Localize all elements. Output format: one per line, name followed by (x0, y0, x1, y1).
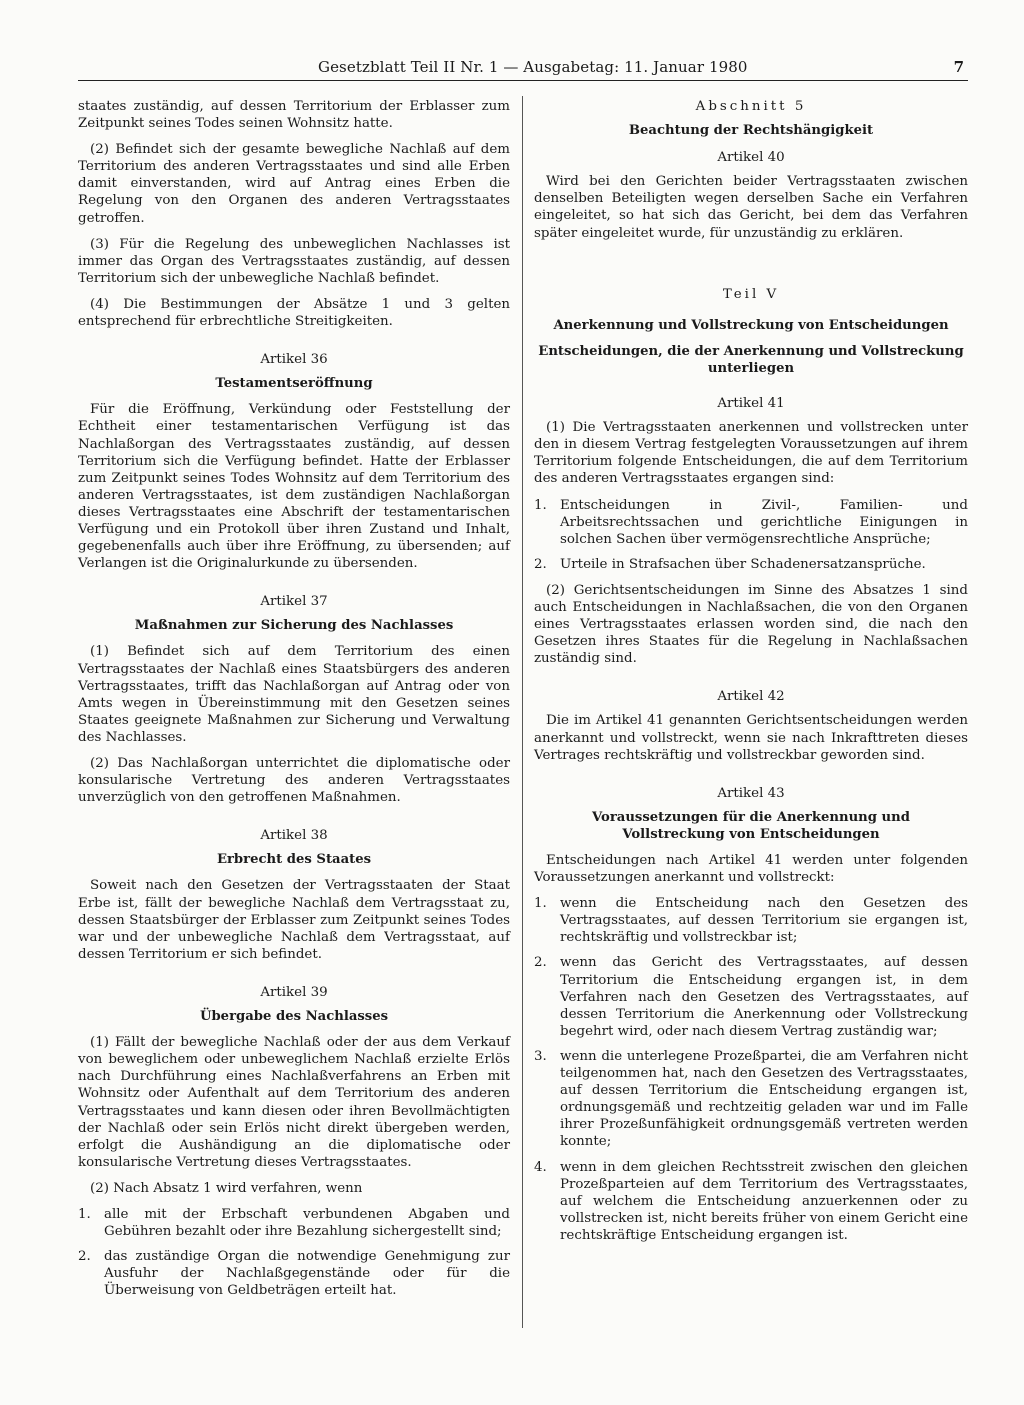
article-title: Testamentseröffnung (215, 376, 373, 392)
list-item (534, 1048, 968, 1151)
article-title: Erbrecht des Staates (216, 852, 372, 868)
article-title: Maßnahmen zur Sicherung des Nachlasses (134, 618, 454, 634)
paragraph: staates zuständig, auf dessen Territorium der Erblasser zum Zeitpunkt seines Todes seinen Wohnsitz hatte. (78, 99, 510, 132)
paragraph: Soweit nach den Gesetzen der Vertragsstaaten der Staat Erbe ist, fällt der bewegliche Nachlaß dem Vertragsstaat zu, dessen Staatsbürger der Erblasser zum Zeitpunkt seines Todes war und der unbewegliche Nachlaß dem Vertragsstaat, auf dessen Territorium er sich befindet. (78, 878, 510, 962)
article-heading: Artikel 36 (260, 352, 328, 368)
paragraph: (2) Gerichtsentscheidungen im Sinne des Absatzes 1 sind auch Entscheidungen in Nachlaßsachen, die von den Organen eines Vertragsstaates erlassen worden sind, die nach den Gesetzen ihres Staates für die Regelung in Nachlaßsachen zuständig sind. (534, 582, 968, 667)
numbered-list (78, 1206, 510, 1299)
list-item (78, 1248, 510, 1299)
paragraph: (2) Das Nachlaßorgan unterrichtet die diplomatische oder konsularische Vertretung des anderen Vertragsstaates unverzüglich von den getroffenen Maßnahmen. (78, 756, 510, 806)
numbered-list (534, 895, 968, 1244)
gazette-title: Gesetzblatt Teil II Nr. 1 — Ausgabetag: 11. Januar 1980 (318, 58, 748, 76)
article-heading: Artikel 37 (260, 594, 328, 610)
article-heading: Artikel 39 (260, 984, 328, 1000)
list-text: wenn das Gericht des Vertragsstaates, auf dessen Territorium die Entscheidung ergangen ist, in dem Verfahren nach den Gesetzen des Vertragsstaates, auf dessen Territorium die Anerkennung oder Vollstreckung begehrt wird, oder nach diesem Vertrag zuständig war; (560, 955, 968, 1039)
part-heading: Teil V (722, 286, 780, 302)
article-title: Vollstreckung von Entscheidungen (622, 826, 880, 842)
paragraph: (4) Die Bestimmungen der Absätze 1 und 3 gelten entsprechend für erbrechtliche Streitigkeiten. (78, 296, 510, 330)
column-divider (522, 96, 523, 1328)
article-heading: Artikel 38 (260, 828, 328, 844)
part-title: Anerkennung und Vollstreckung von Entscheidungen (553, 317, 949, 333)
part-subtitle: Entscheidungen, die der Anerkennung und Vollstreckung unterliegen (538, 343, 964, 376)
article-heading: Artikel 43 (717, 785, 785, 801)
article-title: Voraussetzungen für die Anerkennung und (592, 809, 910, 825)
list-number: 1. (534, 497, 547, 513)
list-text: alle mit der Erbschaft verbundenen Abgaben und Gebühren bezahlt oder ihre Bezahlung sichergestellt sind; (104, 1206, 510, 1240)
paragraph: Wird bei den Gerichten beider Vertragsstaaten zwischen denselben Beteiligten wegen derselben Sache ein Verfahren eingeleitet, so hat sich das Gericht, bei dem das Verfahren später eingeleitet wurde, für unzuständig zu erklären. (534, 174, 968, 241)
list-number: 3. (534, 1048, 547, 1064)
page-header (78, 58, 968, 81)
paragraph: (1) Die Vertragsstaaten anerkennen und vollstrecken unter den in diesem Vertrag festgelegten Voraussetzungen auf ihrem Territorium folgende Entscheidungen, die auf dem Territorium des anderen Vertragsstaates ergangen sind: (534, 420, 968, 487)
list-number: 1. (534, 896, 547, 912)
right-column (534, 98, 968, 1253)
list-text: wenn die Entscheidung nach den Gesetzen des Vertragsstaates, auf dessen Territorium sie ergangen ist, rechtskräftig und vollstreckbar ist; (560, 896, 968, 946)
article-heading: Artikel 41 (717, 396, 785, 412)
numbered-list (534, 497, 968, 573)
article-heading: Artikel 42 (717, 689, 785, 705)
article-heading: Artikel 40 (717, 150, 785, 166)
list-text: Entscheidungen in Zivil-, Familien- und Arbeitsrechtssachen und gerichtliche Einigungen in solchen Sachen über vermögensrechtliche Ansprüche; (560, 497, 968, 547)
list-item (534, 1159, 968, 1244)
list-number: 2. (534, 955, 547, 971)
paragraph: (2) Nach Absatz 1 wird verfahren, wenn (90, 1180, 363, 1196)
list-item (534, 895, 968, 946)
list-text: Urteile in Strafsachen über Schadenersatzansprüche. (560, 556, 926, 572)
paragraph: Die im Artikel 41 genannten Gerichtsentscheidungen werden anerkannt und vollstreckt, wenn sie nach Inkrafttreten dieses Vertrages rechtskräftig und vollstreckbar geworden sind. (534, 713, 968, 763)
paragraph: (1) Befindet sich auf dem Territorium des einen Vertragsstaates der Nachlaß eines Staatsbürgers des anderen Vertragsstaates, trifft das Nachlaßorgan auf Antrag oder von Amts wegen in Übereinstimmung mit den Gesetzen seines Staates geeignete Maßnahmen zur Sicherung und Verwaltung des Nachlasses. (78, 644, 510, 745)
page-number: 7 (953, 58, 964, 76)
list-number: 4. (534, 1159, 547, 1175)
section-heading: Abschnitt 5 (695, 99, 807, 114)
list-item (78, 1206, 510, 1240)
paragraph: (3) Für die Regelung des unbeweglichen Nachlasses ist immer das Organ des Vertragsstaates zuständig, auf dessen Territorium sich der unbewegliche Nachlaß befindet. (78, 236, 510, 286)
list-text: das zuständige Organ die notwendige Genehmigung zur Ausfuhr der Nachlaßgegenstände oder für die Überweisung von Geldbeträgen erteilt hat. (104, 1249, 510, 1299)
list-item (534, 556, 968, 573)
section-title: Beachtung der Rechtshängigkeit (628, 123, 874, 139)
paragraph: Für die Eröffnung, Verkündung oder Feststellung der Echtheit einer testamentarischen Verfügung ist das Nachlaßorgan des Vertragsstaates zuständig, auf dessen Territorium sich die Verfügung befindet. Hatte der Erblasser zum Zeitpunkt seines Todes Wohnsitz auf dem Territorium des anderen Vertragsstaates, ist dem zuständigen Nachlaßorgan dieses Vertragsstaates eine Abschrift der testamentarischen Verfügung und ein Protokoll über ihren Zustand und Inhalt, gegebenenfalls auch über ihre Eröffnung, zu übersenden; auf Verlangen ist die Originalurkunde zu übersenden. (78, 402, 510, 572)
list-item (534, 497, 968, 548)
paragraph: (2) Befindet sich der gesamte bewegliche Nachlaß auf dem Territorium des anderen Vertragsstaates und sind alle Erben damit einverstanden, wird auf Antrag eines Erben die Regelung von den Organen des anderen Vertragsstaates getroffen. (78, 142, 510, 226)
list-number: 2. (534, 556, 547, 572)
paragraph: (1) Fällt der bewegliche Nachlaß oder der aus dem Verkauf von beweglichem oder unbeweglichem Nachlaß erzielte Erlös nach Durchführung eines Nachlaßverfahrens an Erben mit Wohnsitz oder Aufenthalt auf dem Territorium des anderen Vertragsstaates und kann diesen oder ihren Bevollmächtigten der Nachlaß oder sein Erlös nicht direkt übergeben werden, erfolgt die Aushändigung an die diplomatische oder konsularische Vertretung dieses Vertragsstaates. (78, 1035, 510, 1170)
list-item (534, 954, 968, 1039)
paragraph: Entscheidungen nach Artikel 41 werden unter folgenden Voraussetzungen anerkannt und vollstreckt: (534, 853, 968, 886)
list-text: wenn die unterlegene Prozeßpartei, die am Verfahren nicht teilgenommen hat, nach den Gesetzen des Vertragsstaates, auf dessen Territorium die Entscheidung ergangen ist, ordnungsgemäß und rechtzeitig geladen war und im Falle ihrer Prozeßunfähigkeit ordnungsgemäß vertreten werden konnte; (560, 1048, 968, 1150)
left-column (78, 98, 510, 1308)
article-title: Übergabe des Nachlasses (199, 1009, 389, 1025)
list-text: wenn in dem gleichen Rechtsstreit zwischen den gleichen Prozeßparteien auf dem Territorium des Vertragsstaates, auf welchem die Entscheidung anzuerkennen oder zu vollstrecken ist, nicht bereits früher von einem Gericht eine rechtskräftige Entscheidung ergangen ist. (560, 1159, 968, 1243)
list-number: 1. (78, 1206, 91, 1222)
list-number: 2. (78, 1249, 91, 1265)
